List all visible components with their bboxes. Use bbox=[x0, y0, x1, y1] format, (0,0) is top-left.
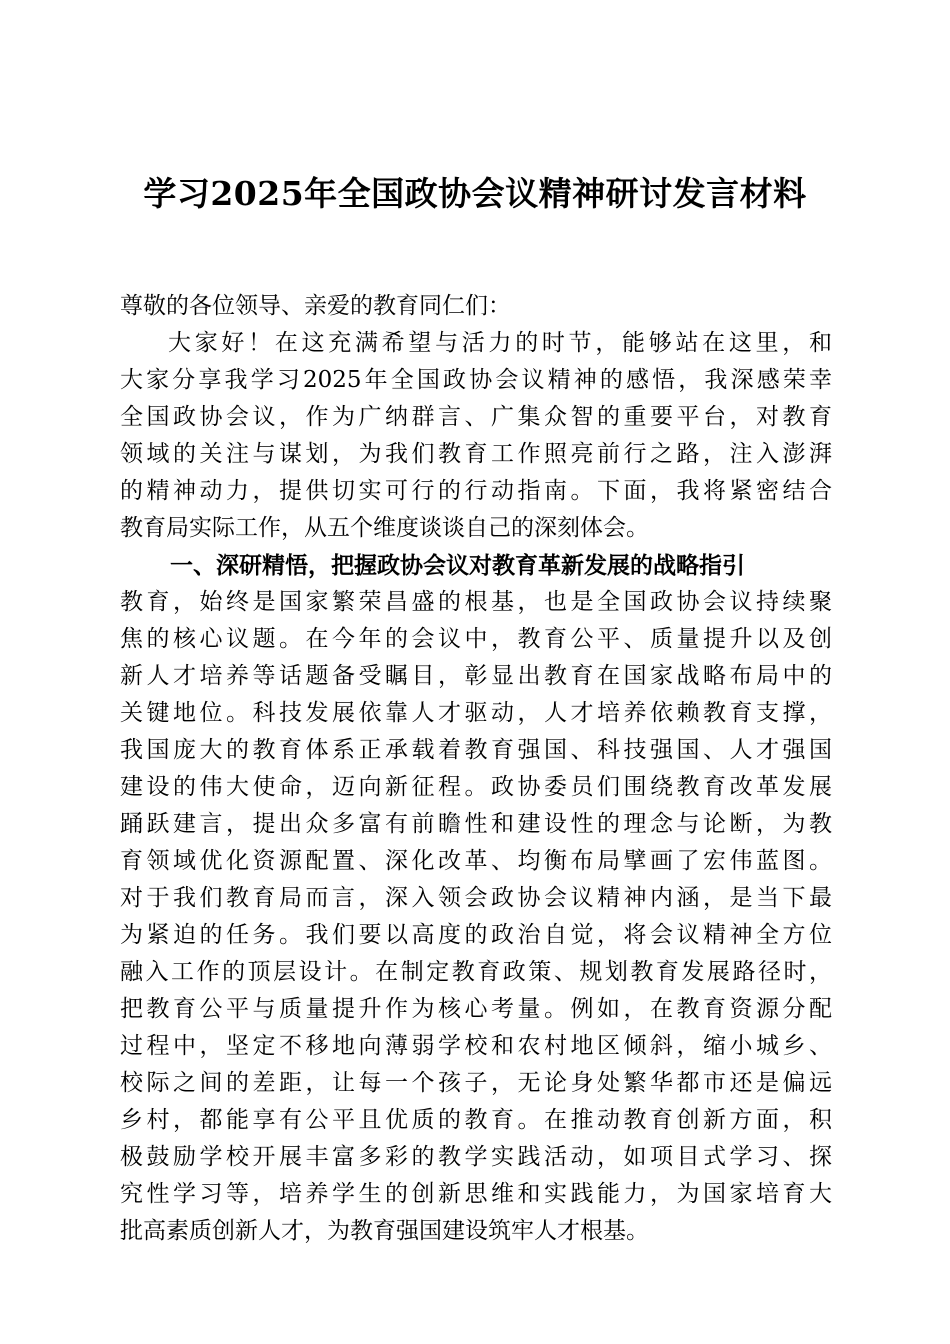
paragraph-line: 教育局实际工作，从五个维度谈谈自己的深刻体会。 bbox=[120, 515, 649, 541]
paragraph-line: 极鼓励学校开展丰富多彩的教学实践活动，如项目式学习、探 bbox=[120, 1144, 832, 1170]
paragraph-line: 融入工作的顶层设计。在制定教育政策、规划教育发展路径时， bbox=[120, 959, 832, 985]
paragraph-line: 把教育公平与质量提升作为核心考量。例如，在教育资源分配 bbox=[120, 996, 832, 1022]
paragraph-line: 大家好！在这充满希望与活力的时节，能够站在这里，和 bbox=[168, 330, 832, 356]
paragraph-line: 我国庞大的教育体系正承载着教育强国、科技强国、人才强国 bbox=[120, 737, 832, 763]
paragraph-line: 教育，始终是国家繁荣昌盛的根基，也是全国政协会议持续聚 bbox=[120, 589, 832, 615]
paragraph-line: 究性学习等，培养学生的创新思维和实践能力，为国家培育大 bbox=[120, 1181, 832, 1207]
document-body bbox=[120, 288, 832, 1250]
paragraph-line: 校际之间的差距，让每一个孩子，无论身处繁华都市还是偏远 bbox=[120, 1070, 832, 1096]
paragraph-line: 过程中，坚定不移地向薄弱学校和农村地区倾斜，缩小城乡、 bbox=[120, 1033, 832, 1059]
paragraph-line: 的精神动力，提供切实可行的行动指南。下面，我将紧密结合 bbox=[120, 478, 832, 504]
paragraph-line: 新人才培养等话题备受瞩目，彰显出教育在国家战略布局中的 bbox=[120, 663, 832, 689]
paragraph-line: 对于我们教育局而言，深入领会政协会议精神内涵，是当下最 bbox=[120, 885, 832, 911]
paragraph-line: 全国政协会议，作为广纳群言、广集众智的重要平台，对教育 bbox=[120, 404, 832, 430]
paragraph-line: 领域的关注与谋划，为我们教育工作照亮前行之路，注入澎湃 bbox=[120, 441, 832, 467]
paragraph-line: 批高素质创新人才，为教育强国建设筑牢人才根基。 bbox=[120, 1218, 649, 1244]
paragraph-line: 乡村，都能享有公平且优质的教育。在推动教育创新方面，积 bbox=[120, 1107, 832, 1133]
paragraph-line: 焦的核心议题。在今年的会议中，教育公平、质量提升以及创 bbox=[120, 626, 832, 652]
paragraph-line: 建设的伟大使命，迈向新征程。政协委员们围绕教育改革发展 bbox=[120, 774, 832, 800]
paragraph-line: 为紧迫的任务。我们要以高度的政治自觉，将会议精神全方位 bbox=[120, 922, 832, 948]
paragraph-line: 育领域优化资源配置、深化改革、均衡布局擘画了宏伟蓝图。 bbox=[120, 848, 832, 874]
salutation: 尊敬的各位领导、亲爱的教育同仁们： bbox=[120, 293, 511, 319]
section-heading: 一、深研精悟，把握政协会议对教育革新发展的战略指引 bbox=[170, 552, 745, 579]
document-title: 学习2025年全国政协会议精神研讨发言材料 bbox=[143, 174, 807, 213]
paragraph-line: 大家分享我学习2025年全国政协会议精神的感悟，我深感荣幸 bbox=[120, 367, 832, 393]
paragraph-line: 关键地位。科技发展依靠人才驱动，人才培养依赖教育支撑， bbox=[120, 700, 832, 726]
paragraph-line: 踊跃建言，提出众多富有前瞻性和建设性的理念与论断，为教 bbox=[120, 811, 832, 837]
